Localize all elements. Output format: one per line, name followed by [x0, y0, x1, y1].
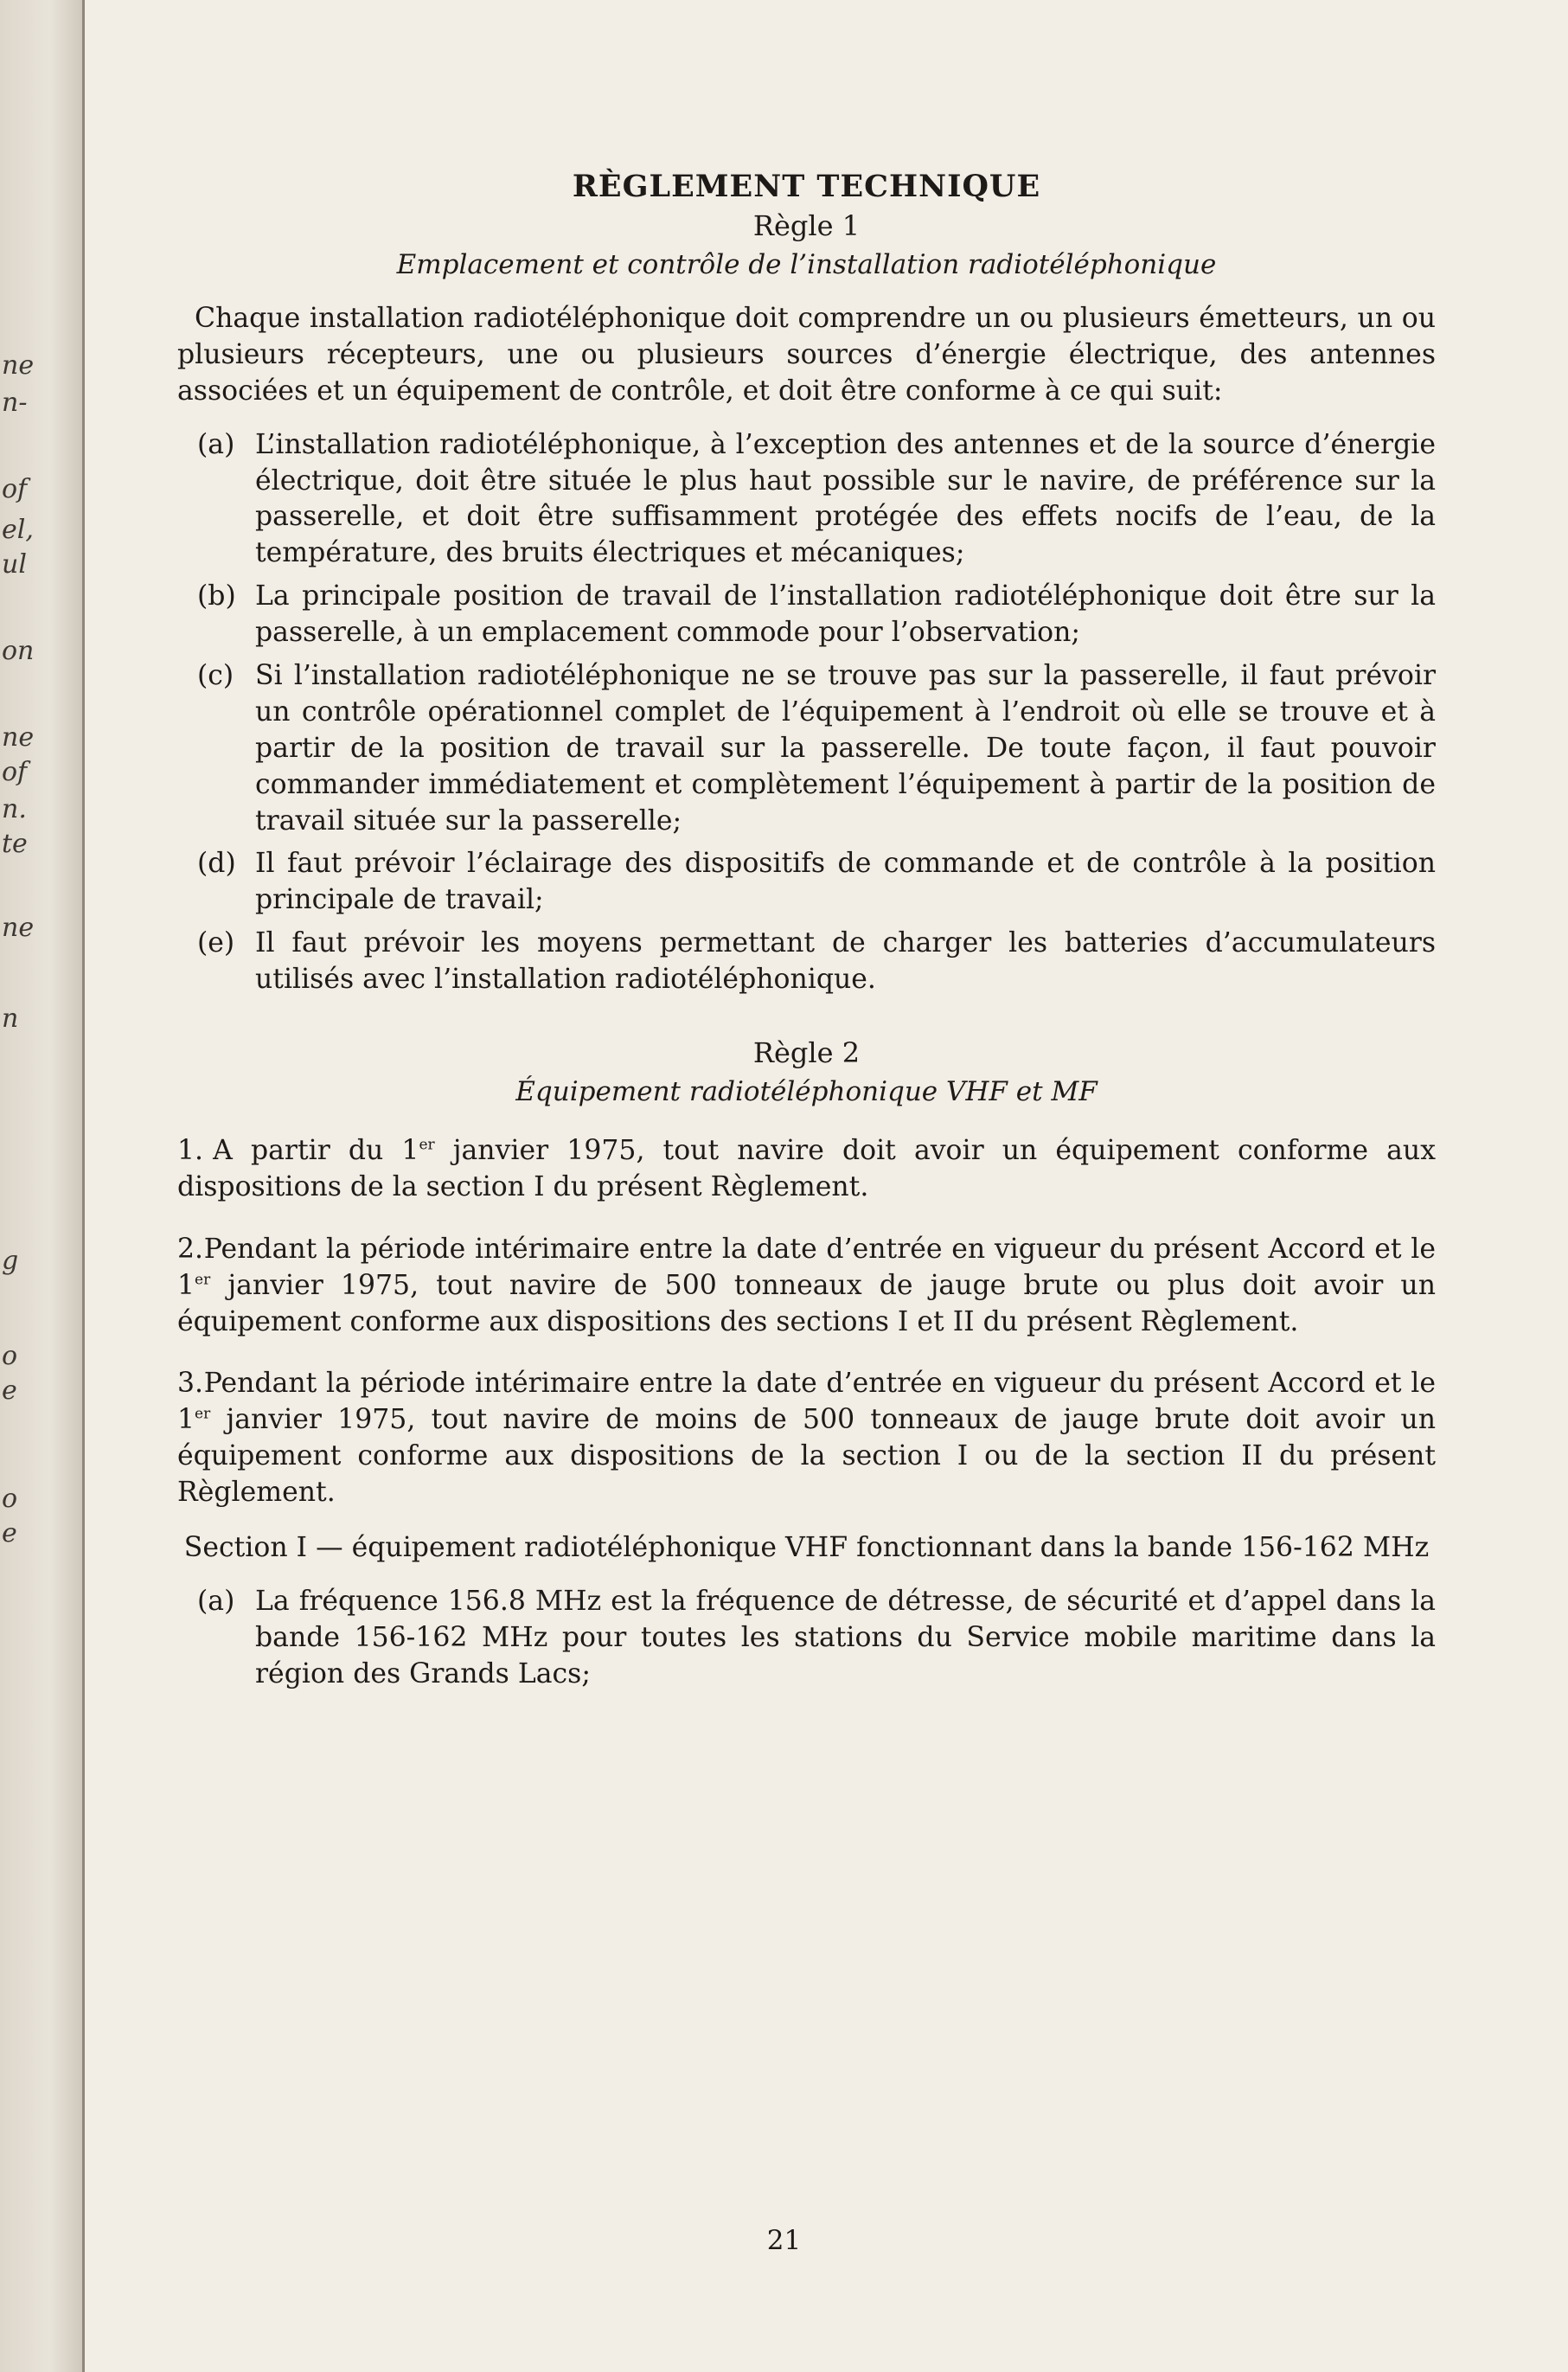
margin-fragment: o — [2, 1484, 18, 1514]
item-text: Il faut prévoir les moyens permettant de charger les batteries d’accumulateurs utilisés avec l’installation radiotéléphonique. — [255, 927, 1436, 996]
item-text: Si l’installation radiotéléphonique ne se trouve pas sur la passerelle, il faut prévoir un contrôle opérationnel complet de l’équipement à l’endroit où elle se trouve et à partir de la position de travail sur la passerelle. De toute façon, il faut pouvoir commander immédiatement et complètement l’équipement à partir de la position de travail située sur la passerelle; — [255, 660, 1436, 837]
paragraph-text: Pendant la période intérimaire entre la date d’entrée en vigueur du présent Accord et le 1 — [177, 1368, 1437, 1436]
margin-fragment: g — [2, 1246, 19, 1276]
margin-fragment: n. — [2, 794, 27, 824]
item-marker: (d) — [197, 848, 236, 880]
margin-fragment: n- — [2, 388, 28, 418]
margin-fragment: o — [2, 1341, 18, 1371]
item-marker: (a) — [197, 428, 235, 460]
paragraph-text: A partir du 1 — [213, 1135, 419, 1167]
margin-fragment: ne — [2, 350, 35, 381]
item-marker: (a) — [197, 1585, 235, 1617]
rule-subtitle: Emplacement et contrôle de l’installation radiotéléphonique — [396, 249, 1217, 280]
paragraph-text: janvier 1975, tout navire doit avoir un équipement conforme aux dispositions de la section I du présent Règlement. — [177, 1135, 1436, 1202]
numbered-paragraph — [177, 1133, 1436, 1206]
margin-fragment: e — [2, 1375, 17, 1406]
rule-subtitle: Équipement radiotéléphonique VHF et MF — [515, 1076, 1098, 1108]
item-text: L’installation radiotéléphonique, à l’exception des antennes et de la source d’énergie électrique, doit être située le plus haut possible sur le navire, de préférence sur la passerelle, et doit être suffisamment protégée des effets nocifs de l’eau, de la température, des bruits électriques et mécaniques; — [255, 428, 1436, 569]
margin-fragment: ne — [2, 913, 35, 943]
item-marker: (e) — [197, 927, 235, 959]
section-list — [177, 1584, 1436, 1693]
list-item — [177, 846, 1436, 919]
document-title: RÈGLEMENT TECHNIQUE — [572, 169, 1041, 204]
list-item — [177, 427, 1436, 573]
item-text: La fréquence 156.8 MHz est la fréquence de détresse, de sécurité et d’appel dans la bande 156-162 MHz pour toutes les stations du Service mobile maritime dans la région des Grands Lacs; — [255, 1585, 1436, 1689]
paragraph-text: Pendant la période intérimaire entre la date d’entrée en vigueur du présent Accord et le 1 — [177, 1233, 1437, 1301]
item-text: Il faut prévoir l’éclairage des dispositifs de commande et de contrôle à la position principale de travail; — [255, 848, 1436, 916]
list-item — [177, 926, 1436, 998]
item-marker: (c) — [197, 660, 234, 692]
item-marker: (b) — [197, 580, 236, 612]
list-item — [177, 658, 1436, 839]
margin-fragment: e — [2, 1518, 17, 1548]
page-number: 21 — [766, 2225, 802, 2256]
paragraph-number: 1. — [177, 1135, 204, 1167]
margin-fragment: on — [2, 636, 35, 666]
margin-fragment: ul — [2, 549, 27, 580]
ordinal-suffix: er — [195, 1405, 211, 1423]
section-title: Section I — équipement radiotéléphonique VHF fonctionnant dans la bande 156-162 MHz — [183, 1532, 1430, 1564]
item-text: La principale position de travail de l’installation radiotéléphonique doit être sur la passerelle, à un emplacement commode pour l’observation; — [255, 580, 1436, 649]
paragraph-text: janvier 1975, tout navire de 500 tonneaux de jauge brute ou plus doit avoir un équipement conforme aux dispositions des sections I et II du présent Règlement. — [177, 1269, 1436, 1337]
numbered-paragraph — [177, 1232, 1436, 1341]
rule-heading: Règle 2 — [752, 1036, 861, 1070]
paragraph-number: 3. — [177, 1368, 204, 1400]
ordinal-suffix: er — [195, 1271, 211, 1289]
paragraph-text: janvier 1975, tout navire de moins de 500 tonneaux de jauge brute doit avoir un équipement conforme aux dispositions de la section I ou de la section II du présent Règlement. — [177, 1404, 1436, 1509]
margin-fragment: ne — [2, 722, 35, 753]
margin-fragment: te — [2, 829, 28, 859]
list-item — [177, 579, 1436, 651]
margin-fragment: el, — [2, 515, 34, 545]
left-facing-page-margin — [0, 0, 85, 2372]
margin-fragment: n — [2, 1003, 19, 1034]
rule-heading: Règle 1 — [752, 209, 861, 242]
list-item — [177, 1584, 1436, 1693]
requirement-list — [177, 427, 1436, 998]
paragraph-number: 2. — [177, 1233, 204, 1265]
intro-paragraph: Chaque installation radiotéléphonique doit comprendre un ou plusieurs émetteurs, un ou plusieurs récepteurs, une ou plusieurs sources d’énergie électrique, des antennes associées et un équipement de contrôle, et doit être conforme à ce qui suit: — [177, 303, 1436, 407]
document-page — [177, 169, 1436, 1700]
margin-fragment: of — [2, 474, 28, 504]
margin-fragment: of — [2, 757, 28, 787]
numbered-paragraph — [177, 1366, 1436, 1511]
ordinal-suffix: er — [419, 1136, 435, 1154]
